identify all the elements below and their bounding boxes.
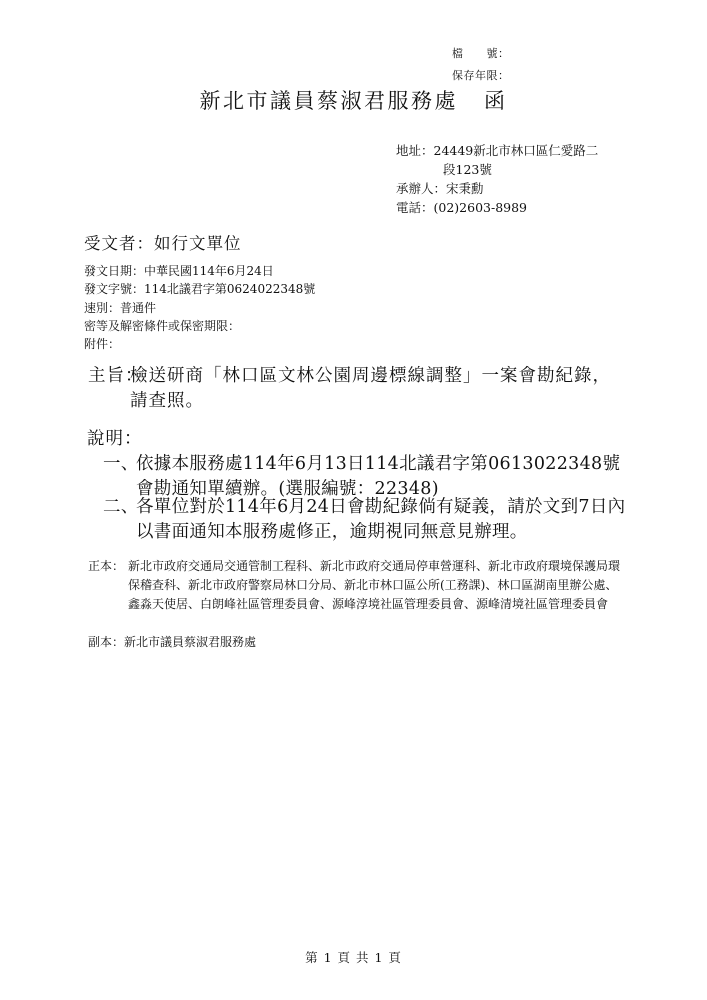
document-number: 發文字號：114北議君字第0624022348號 bbox=[84, 282, 316, 297]
subject-label: 主旨： bbox=[88, 366, 144, 386]
document-title bbox=[0, 85, 707, 115]
description-label: 說明： bbox=[87, 429, 143, 449]
cc-label: 副本： bbox=[88, 635, 125, 649]
address-line-2: 段123號 bbox=[443, 162, 492, 177]
contact-person: 承辦人：宋秉勳 bbox=[396, 181, 484, 196]
main-recipients-label: 正本： bbox=[88, 559, 125, 573]
main-recipients-list: 新北市政府交通局交通管制工程科、新北市政府交通局停車營運科、新北市政府環境保護局環保稽查科、新北市政府警察局林口分局、新北市林口區公所(工務課)、林口區湖南里辦公處、鑫淼天使居、白朗峰社區管理委員會、源峰淳境社區管理委員會、源峰清境社區管理委員會 bbox=[128, 559, 621, 611]
sender-info bbox=[396, 141, 598, 217]
item-text: 各單位對於114年6月24日會勘紀錄倘有疑義，請於文到7日內以書面通知本服務處修正，逾期視同無意見辦理。 bbox=[136, 497, 626, 542]
item-number: 二、 bbox=[103, 497, 139, 517]
cc-list: 新北市議員蔡淑君服務處 bbox=[124, 635, 257, 649]
subject-text: 檢送研商「林口區文林公園周邊標線調整」一案會勘紀錄，請查照。 bbox=[130, 366, 611, 411]
document-meta bbox=[84, 262, 315, 353]
address-line-1: 地址：24449新北市林口區仁愛路二 bbox=[396, 143, 599, 158]
item-number: 一、 bbox=[103, 454, 139, 474]
phone-number: 電話：(02)2603-8989 bbox=[396, 200, 528, 215]
document-type: 函 bbox=[484, 89, 508, 113]
recipient: 受文者：如行文單位 bbox=[84, 234, 242, 253]
cc-recipients bbox=[88, 633, 256, 650]
office-name: 新北市議員蔡淑君服務處 bbox=[199, 89, 458, 113]
item-text: 依據本服務處114年6月13日114北議君字第0613022348號會勘通知單續辦。(選服編號：22348) bbox=[136, 454, 621, 499]
page-footer: 第 1 頁 共 1 頁 bbox=[305, 950, 402, 965]
security-level: 密等及解密條件或保密期限： bbox=[84, 318, 241, 333]
retention-period-label: 保存年限： bbox=[452, 69, 510, 82]
issue-date: 發文日期：中華民國114年6月24日 bbox=[84, 264, 274, 278]
delivery-speed: 速別：普通件 bbox=[84, 300, 157, 315]
attachments: 附件： bbox=[84, 337, 121, 352]
file-number-label: 檔 號： bbox=[452, 47, 510, 60]
